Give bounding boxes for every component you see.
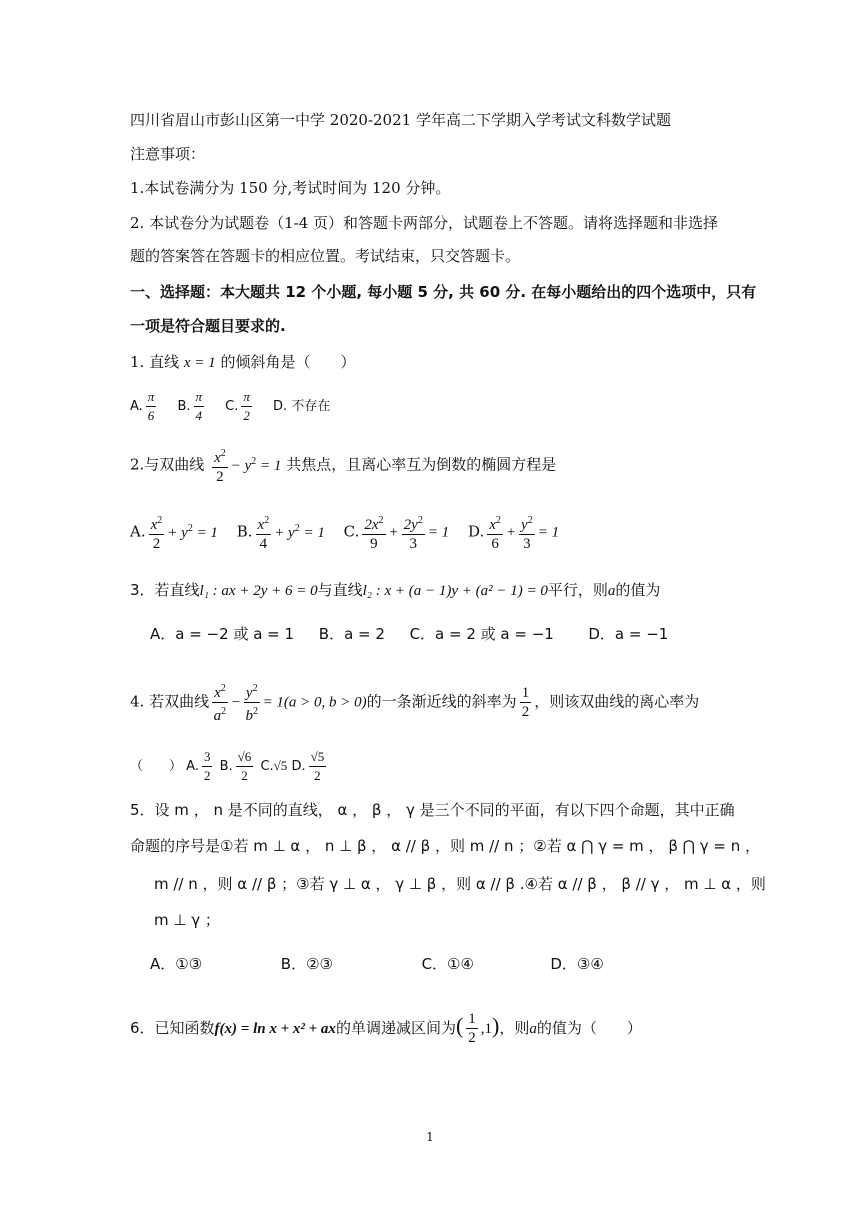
q3-line-1: l₁ : ax + 2y + 6 = 0 bbox=[199, 583, 318, 599]
q4-prefix: 4. 若双曲线 bbox=[130, 692, 210, 711]
q4-condition: = 1(a > 0, b > 0) bbox=[262, 694, 367, 711]
q3-text-b: 与直线 bbox=[317, 581, 363, 599]
q4-paren: （ ） bbox=[130, 759, 183, 774]
q6-suffix: ，则 bbox=[499, 1019, 530, 1037]
exam-title: 四川省眉山市彭山区第一中学 2020-2021 学年高二下学期入学考试文科数学试题 bbox=[130, 111, 671, 129]
q3-text-a: 3．若直线 bbox=[130, 581, 200, 599]
q1-opt-b-num: π bbox=[194, 388, 205, 407]
question-2: 2.与双曲线 $\frac{x^2}{2}$ − $y^2 = 1$ 共焦点，且离心率互为倒数的椭圆方程是 bbox=[130, 445, 556, 486]
question-3 bbox=[130, 580, 660, 601]
q5-opt-a: A．①③ bbox=[150, 955, 203, 973]
q6-end: 的值为（ ） bbox=[536, 1019, 642, 1037]
q1-opt-d: D. 不存在 bbox=[273, 399, 331, 414]
q3-opt-d: D．a = −1 bbox=[588, 625, 669, 643]
q1-prefix: 1. 直线 bbox=[130, 353, 180, 371]
q1-opt-b-label: B. bbox=[177, 399, 191, 414]
q5-options bbox=[150, 954, 618, 974]
q1-equation: x = 1 bbox=[183, 355, 216, 371]
q5-line-1: 5．设 m ， n 是不同的直线， α ， β ， γ 是三个不同的平面，有以下四个命题，其中正确 bbox=[130, 801, 735, 819]
q2-opt-b-label: B. bbox=[236, 522, 253, 541]
question-4: 4. 若双曲线 $\frac{x^2}{a^2}$ − $\frac{y^2}{b^2}$ = 1(a > 0, b > 0)的一条渐近线的斜率为 $\frac{1}{2}$ ，则该双曲线的离心率为 bbox=[130, 680, 699, 725]
q5-opt-b: B．②③ bbox=[280, 955, 333, 973]
q1-opt-c-num: π bbox=[241, 388, 252, 407]
q5-line-3: m // n ，则 α // β ；③若 γ ⊥ α ， γ ⊥ β ，则 α // β .④若 α // β ， β // γ ， m ⊥ α ，则 bbox=[154, 875, 766, 893]
q1-options bbox=[130, 388, 344, 425]
q3-opt-c: C．a = 2 或 a = −1 bbox=[409, 625, 554, 643]
q1-opt-a-label: A. bbox=[130, 399, 143, 414]
q2-opt-c-label: C. bbox=[343, 522, 360, 541]
q2-prefix: 2.与双曲线 bbox=[130, 455, 205, 474]
q4-suffix: ，则该双曲线的离心率为 bbox=[534, 692, 700, 711]
section-heading-a: 一、选择题：本大题共 12 个小题, 每小题 5 分, 共 60 分. 在每小题给出的四个选项中，只有 bbox=[130, 283, 757, 301]
page-number: 1 bbox=[426, 1130, 434, 1144]
q2-opt-d-label: D. bbox=[467, 522, 485, 541]
q4-opt-a-label: A. bbox=[186, 759, 199, 774]
notice-heading: 注意事项： bbox=[130, 145, 206, 163]
q2-options: A. $\frac{x^2}{2}$ + $y^2 = 1$ B. $\frac{x^2}{4}$ + $y^2 = 1$ C. $\frac{2x^2}{9}$ + $\frac{2y^2}{3}$ = 1 D. $\frac{x^2}{6}$ + $\frac{y^2}{3}$ = 1 bbox=[130, 512, 573, 553]
q4-opt-b-label: B. bbox=[219, 759, 233, 774]
q4-opt-c-label: C. bbox=[260, 759, 274, 774]
q3-text-d: 的值为 bbox=[615, 581, 661, 599]
q1-opt-a-den: 6 bbox=[147, 408, 155, 423]
q6-prefix: 6．已知函数 bbox=[130, 1019, 215, 1037]
q6-mid: 的单调递减区间为 bbox=[335, 1019, 456, 1037]
q3-var: a bbox=[607, 583, 616, 599]
q6-function: f(x) = ln x + x² + ax bbox=[214, 1021, 336, 1037]
question-6: 6．已知函数f(x) = ln x + x² + ax的单调递减区间为( $\frac{1}{2}$ ,1)，则a的值为（ ） bbox=[130, 1011, 642, 1046]
q5-opt-c: C．①④ bbox=[421, 955, 474, 973]
notice-1: 1.本试卷满分为 150 分,考试时间为 120 分钟。 bbox=[130, 179, 451, 197]
q3-opt-b: B．a = 2 bbox=[318, 625, 385, 643]
q4-mid: 的一条渐近线的斜率为 bbox=[366, 692, 517, 711]
notice-2a: 2. 本试卷分为试题卷（1-4 页）和答题卡两部分，试题卷上不答题。请将选择题和非选择 bbox=[130, 214, 719, 232]
q3-text-c: 平行，则 bbox=[547, 581, 608, 599]
question-1 bbox=[130, 352, 355, 373]
q1-opt-c-label: C. bbox=[225, 399, 239, 414]
section-heading-b: 一项是符合题目要求的. bbox=[130, 317, 286, 335]
q3-line-2: l₂ : x + (a − 1)y + (a² − 1) = 0 bbox=[362, 583, 548, 599]
q3-opt-a: A．a = −2 或 a = 1 bbox=[150, 625, 295, 643]
q4-options: （ ） A. $\frac{3}{2}$ B. $\frac{√6}{2}$ C.√5 D. $\frac{√5}{2}$ bbox=[130, 749, 325, 783]
q4-opt-d-label: D. bbox=[291, 759, 306, 774]
q2-opt-a-label: A. bbox=[130, 522, 146, 541]
notice-2b: 题的答案答在答题卡的相应位置。考试结束，只交答题卡。 bbox=[130, 247, 521, 265]
q1-opt-c-den: 2 bbox=[243, 408, 250, 423]
q1-opt-a-num: π bbox=[146, 388, 157, 407]
q2-suffix: 共焦点，且离心率互为倒数的椭圆方程是 bbox=[286, 455, 557, 474]
q5-opt-d: D．③④ bbox=[550, 955, 604, 973]
q5-line-4: m ⊥ γ ； bbox=[154, 911, 220, 929]
q1-opt-b-den: 4 bbox=[195, 408, 203, 423]
q1-suffix: 的倾斜角是（ ） bbox=[220, 353, 356, 371]
q3-options bbox=[150, 624, 682, 644]
q6-var: a bbox=[529, 1021, 537, 1037]
q5-line-2: 命题的序号是①若 m ⊥ α ， n ⊥ β ， α // β ，则 m // n ；②若 α ⋂ γ = m ， β ⋂ γ = n ， bbox=[130, 837, 760, 855]
